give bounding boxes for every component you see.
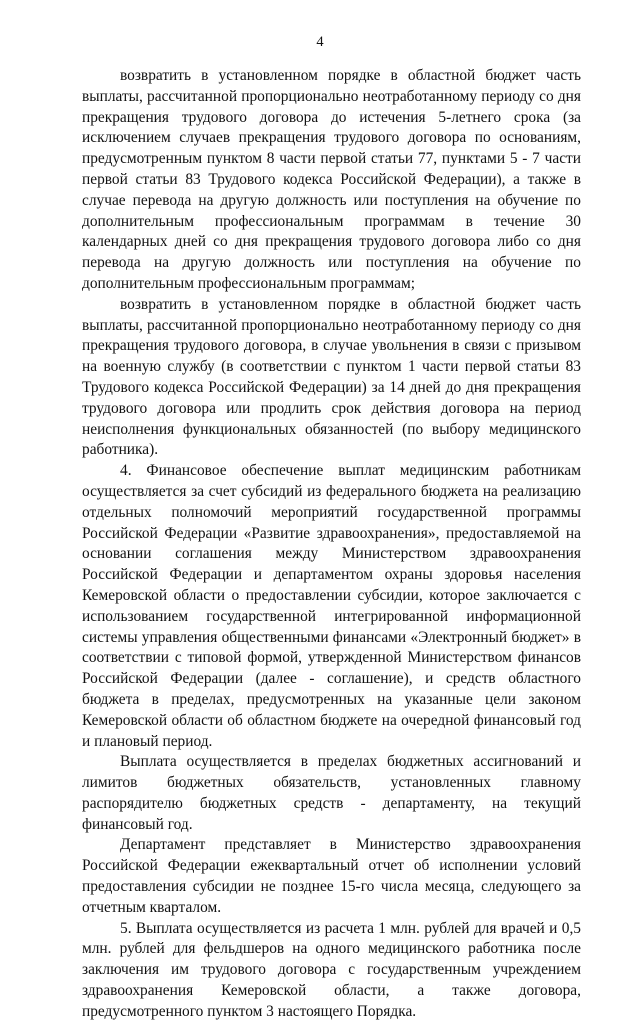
page-number: 4 [316,34,324,50]
paragraph-budget-limits: Выплата осуществляется в пределах бюджетных ассигнований и лимитов бюджетных обязательств, установленных главному распорядителю бюджетных средств - департаменту, на текущий финансовый год. [82,753,581,833]
paragraph-financing: 4. Финансовое обеспечение выплат медицинским работникам осуществляется за счет субсидий из федерального бюджета на реализацию отдельных полномочий мероприятий государственной программы Российской Федерации «Развитие здравоохранения», предоставляемой на основании соглашения между Министерством здравоохранения Российской Федерации и департаментом охраны здоровья населения Кемеровской области о предоставлении субсидии, которое заключается с использованием государственной интегрированной информационной системы управления общественными финансами «Электронный бюджет» в соответствии с типовой формой, утвержденной Министерством финансов Российской Федерации (далее - соглашение), и средств областного бюджета в пределах, предусмотренных на указанные цели законом Кемеровской области об областном бюджете на очередной финансовый год и плановый период. [82,462,581,750]
paragraph-return-funds-military: возвратить в установленном порядке в областной бюджет часть выплаты, рассчитанной пропорционально неотработанному периоду со дня прекращения трудового договора, в случае увольнения в связи с призывом на военную службу (в соответствии с пунктом 1 части первой статьи 83 Трудового кодекса Российской Федерации) за 14 дней до дня прекращения трудового договора или продлить срок действия договора на период неисполнения функциональных обязанностей (по выбору медицинского работника). [82,295,581,459]
document-body [82,66,581,1023]
paragraph-payment-amount: 5. Выплата осуществляется из расчета 1 млн. рублей для врачей и 0,5 млн. рублей для фельдшеров на одного медицинского работника после заключения им трудового договора с государственным учреждением здравоохранения Кемеровской области, а также договора, предусмотренного пунктом 3 настоящего Порядка. [82,919,581,1020]
paragraph-return-funds-termination: возвратить в установленном порядке в областной бюджет часть выплаты, рассчитанной пропорционально неотработанному периоду со дня прекращения трудового договора до истечения 5-летнего срока (за исключением случаев прекращения трудового договора по основаниям, предусмотренным пунктом 8 части первой статьи 77, пунктами 5 - 7 части первой статьи 83 Трудового кодекса Российской Федерации), а также в случае перевода на другую должность или поступления на обучение по дополнительным профессиональным программам в течение 30 календарных дней со дня прекращения трудового договора либо со дня перевода на другую должность или поступления на обучение по дополнительным профессиональным программам; [82,67,581,292]
paragraph-quarterly-report: Департамент представляет в Министерство здравоохранения Российской Федерации ежеквартальный отчет об исполнении условий предоставления субсидии не позднее 15-го числа месяца, следующего за отчетным кварталом. [82,836,581,916]
